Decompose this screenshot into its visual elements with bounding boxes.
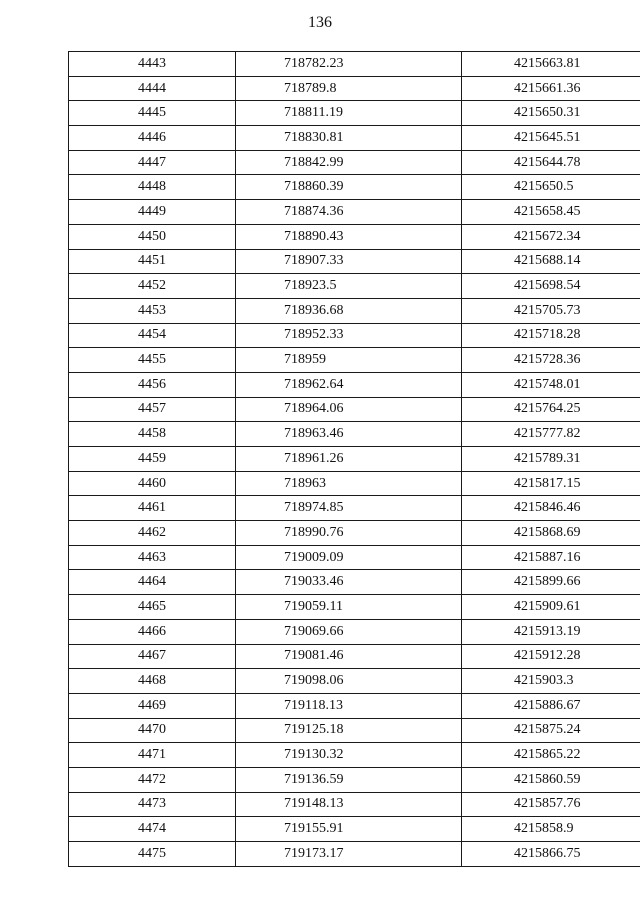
y-coordinate-cell: 4215650.5 xyxy=(462,175,640,200)
y-coordinate-cell: 4215886.67 xyxy=(462,693,640,718)
y-coordinate-cell: 4215909.61 xyxy=(462,595,640,620)
coordinates-table xyxy=(68,51,640,867)
y-coordinate-cell: 4215858.9 xyxy=(462,817,640,842)
table-row xyxy=(69,298,640,323)
y-coordinate-cell: 4215764.25 xyxy=(462,397,640,422)
point-number-cell: 4470 xyxy=(69,718,236,743)
table-row xyxy=(69,274,640,299)
x-coordinate-cell: 718842.99 xyxy=(236,150,462,175)
x-coordinate-cell: 718860.39 xyxy=(236,175,462,200)
y-coordinate-cell: 4215913.19 xyxy=(462,619,640,644)
x-coordinate-cell: 718964.06 xyxy=(236,397,462,422)
x-coordinate-cell: 719069.66 xyxy=(236,619,462,644)
table-row xyxy=(69,447,640,472)
page-number: 136 xyxy=(308,14,332,31)
point-number-cell: 4473 xyxy=(69,792,236,817)
table-row xyxy=(69,471,640,496)
table-row xyxy=(69,126,640,151)
x-coordinate-cell: 718874.36 xyxy=(236,200,462,225)
point-number-cell: 4467 xyxy=(69,644,236,669)
x-coordinate-cell: 719136.59 xyxy=(236,767,462,792)
point-number-cell: 4443 xyxy=(69,52,236,77)
y-coordinate-cell: 4215672.34 xyxy=(462,224,640,249)
x-coordinate-cell: 718830.81 xyxy=(236,126,462,151)
x-coordinate-cell: 718963.46 xyxy=(236,422,462,447)
y-coordinate-cell: 4215650.31 xyxy=(462,101,640,126)
table-row xyxy=(69,718,640,743)
x-coordinate-cell: 719173.17 xyxy=(236,842,462,867)
y-coordinate-cell: 4215663.81 xyxy=(462,52,640,77)
x-coordinate-cell: 718974.85 xyxy=(236,496,462,521)
table-row xyxy=(69,422,640,447)
x-coordinate-cell: 719033.46 xyxy=(236,570,462,595)
table-row xyxy=(69,644,640,669)
table-row xyxy=(69,150,640,175)
point-number-cell: 4453 xyxy=(69,298,236,323)
table-row xyxy=(69,570,640,595)
point-number-cell: 4460 xyxy=(69,471,236,496)
y-coordinate-cell: 4215860.59 xyxy=(462,767,640,792)
point-number-cell: 4450 xyxy=(69,224,236,249)
point-number-cell: 4459 xyxy=(69,447,236,472)
point-number-cell: 4458 xyxy=(69,422,236,447)
y-coordinate-cell: 4215868.69 xyxy=(462,521,640,546)
x-coordinate-cell: 719148.13 xyxy=(236,792,462,817)
point-number-cell: 4472 xyxy=(69,767,236,792)
table-row xyxy=(69,842,640,867)
point-number-cell: 4468 xyxy=(69,669,236,694)
table-row xyxy=(69,767,640,792)
y-coordinate-cell: 4215645.51 xyxy=(462,126,640,151)
point-number-cell: 4471 xyxy=(69,743,236,768)
y-coordinate-cell: 4215865.22 xyxy=(462,743,640,768)
table-row xyxy=(69,52,640,77)
point-number-cell: 4457 xyxy=(69,397,236,422)
x-coordinate-cell: 719059.11 xyxy=(236,595,462,620)
y-coordinate-cell: 4215912.28 xyxy=(462,644,640,669)
point-number-cell: 4446 xyxy=(69,126,236,151)
y-coordinate-cell: 4215728.36 xyxy=(462,348,640,373)
x-coordinate-cell: 719130.32 xyxy=(236,743,462,768)
point-number-cell: 4456 xyxy=(69,372,236,397)
point-number-cell: 4455 xyxy=(69,348,236,373)
y-coordinate-cell: 4215887.16 xyxy=(462,545,640,570)
x-coordinate-cell: 718990.76 xyxy=(236,521,462,546)
table-row xyxy=(69,669,640,694)
table-row xyxy=(69,496,640,521)
point-number-cell: 4466 xyxy=(69,619,236,644)
x-coordinate-cell: 718811.19 xyxy=(236,101,462,126)
point-number-cell: 4465 xyxy=(69,595,236,620)
table-row xyxy=(69,693,640,718)
point-number-cell: 4452 xyxy=(69,274,236,299)
table-row xyxy=(69,101,640,126)
point-number-cell: 4461 xyxy=(69,496,236,521)
point-number-cell: 4475 xyxy=(69,842,236,867)
y-coordinate-cell: 4215899.66 xyxy=(462,570,640,595)
x-coordinate-cell: 718923.5 xyxy=(236,274,462,299)
x-coordinate-cell: 718952.33 xyxy=(236,323,462,348)
x-coordinate-cell: 718890.43 xyxy=(236,224,462,249)
point-number-cell: 4474 xyxy=(69,817,236,842)
point-number-cell: 4444 xyxy=(69,76,236,101)
x-coordinate-cell: 718963 xyxy=(236,471,462,496)
x-coordinate-cell: 718961.26 xyxy=(236,447,462,472)
y-coordinate-cell: 4215658.45 xyxy=(462,200,640,225)
point-number-cell: 4449 xyxy=(69,200,236,225)
y-coordinate-cell: 4215705.73 xyxy=(462,298,640,323)
table-row xyxy=(69,545,640,570)
table-row xyxy=(69,372,640,397)
x-coordinate-cell: 718782.23 xyxy=(236,52,462,77)
y-coordinate-cell: 4215903.3 xyxy=(462,669,640,694)
table-row xyxy=(69,76,640,101)
point-number-cell: 4469 xyxy=(69,693,236,718)
x-coordinate-cell: 719155.91 xyxy=(236,817,462,842)
point-number-cell: 4445 xyxy=(69,101,236,126)
x-coordinate-cell: 719098.06 xyxy=(236,669,462,694)
point-number-cell: 4448 xyxy=(69,175,236,200)
x-coordinate-cell: 718789.8 xyxy=(236,76,462,101)
table-row xyxy=(69,619,640,644)
y-coordinate-cell: 4215698.54 xyxy=(462,274,640,299)
table-row xyxy=(69,175,640,200)
y-coordinate-cell: 4215846.46 xyxy=(462,496,640,521)
table-row xyxy=(69,521,640,546)
x-coordinate-cell: 719118.13 xyxy=(236,693,462,718)
table-row xyxy=(69,249,640,274)
x-coordinate-cell: 719081.46 xyxy=(236,644,462,669)
y-coordinate-cell: 4215777.82 xyxy=(462,422,640,447)
y-coordinate-cell: 4215866.75 xyxy=(462,842,640,867)
x-coordinate-cell: 718962.64 xyxy=(236,372,462,397)
y-coordinate-cell: 4215857.76 xyxy=(462,792,640,817)
y-coordinate-cell: 4215644.78 xyxy=(462,150,640,175)
table-row xyxy=(69,743,640,768)
y-coordinate-cell: 4215688.14 xyxy=(462,249,640,274)
point-number-cell: 4464 xyxy=(69,570,236,595)
point-number-cell: 4462 xyxy=(69,521,236,546)
x-coordinate-cell: 719009.09 xyxy=(236,545,462,570)
point-number-cell: 4451 xyxy=(69,249,236,274)
table-body xyxy=(69,52,640,867)
y-coordinate-cell: 4215718.28 xyxy=(462,323,640,348)
table-row xyxy=(69,200,640,225)
table-row xyxy=(69,397,640,422)
point-number-cell: 4454 xyxy=(69,323,236,348)
table-row xyxy=(69,817,640,842)
y-coordinate-cell: 4215748.01 xyxy=(462,372,640,397)
table-row xyxy=(69,348,640,373)
table-row xyxy=(69,224,640,249)
table-row xyxy=(69,792,640,817)
table-row xyxy=(69,595,640,620)
x-coordinate-cell: 718959 xyxy=(236,348,462,373)
table-row xyxy=(69,323,640,348)
y-coordinate-cell: 4215875.24 xyxy=(462,718,640,743)
x-coordinate-cell: 718936.68 xyxy=(236,298,462,323)
y-coordinate-cell: 4215789.31 xyxy=(462,447,640,472)
x-coordinate-cell: 718907.33 xyxy=(236,249,462,274)
x-coordinate-cell: 719125.18 xyxy=(236,718,462,743)
y-coordinate-cell: 4215817.15 xyxy=(462,471,640,496)
point-number-cell: 4463 xyxy=(69,545,236,570)
point-number-cell: 4447 xyxy=(69,150,236,175)
y-coordinate-cell: 4215661.36 xyxy=(462,76,640,101)
